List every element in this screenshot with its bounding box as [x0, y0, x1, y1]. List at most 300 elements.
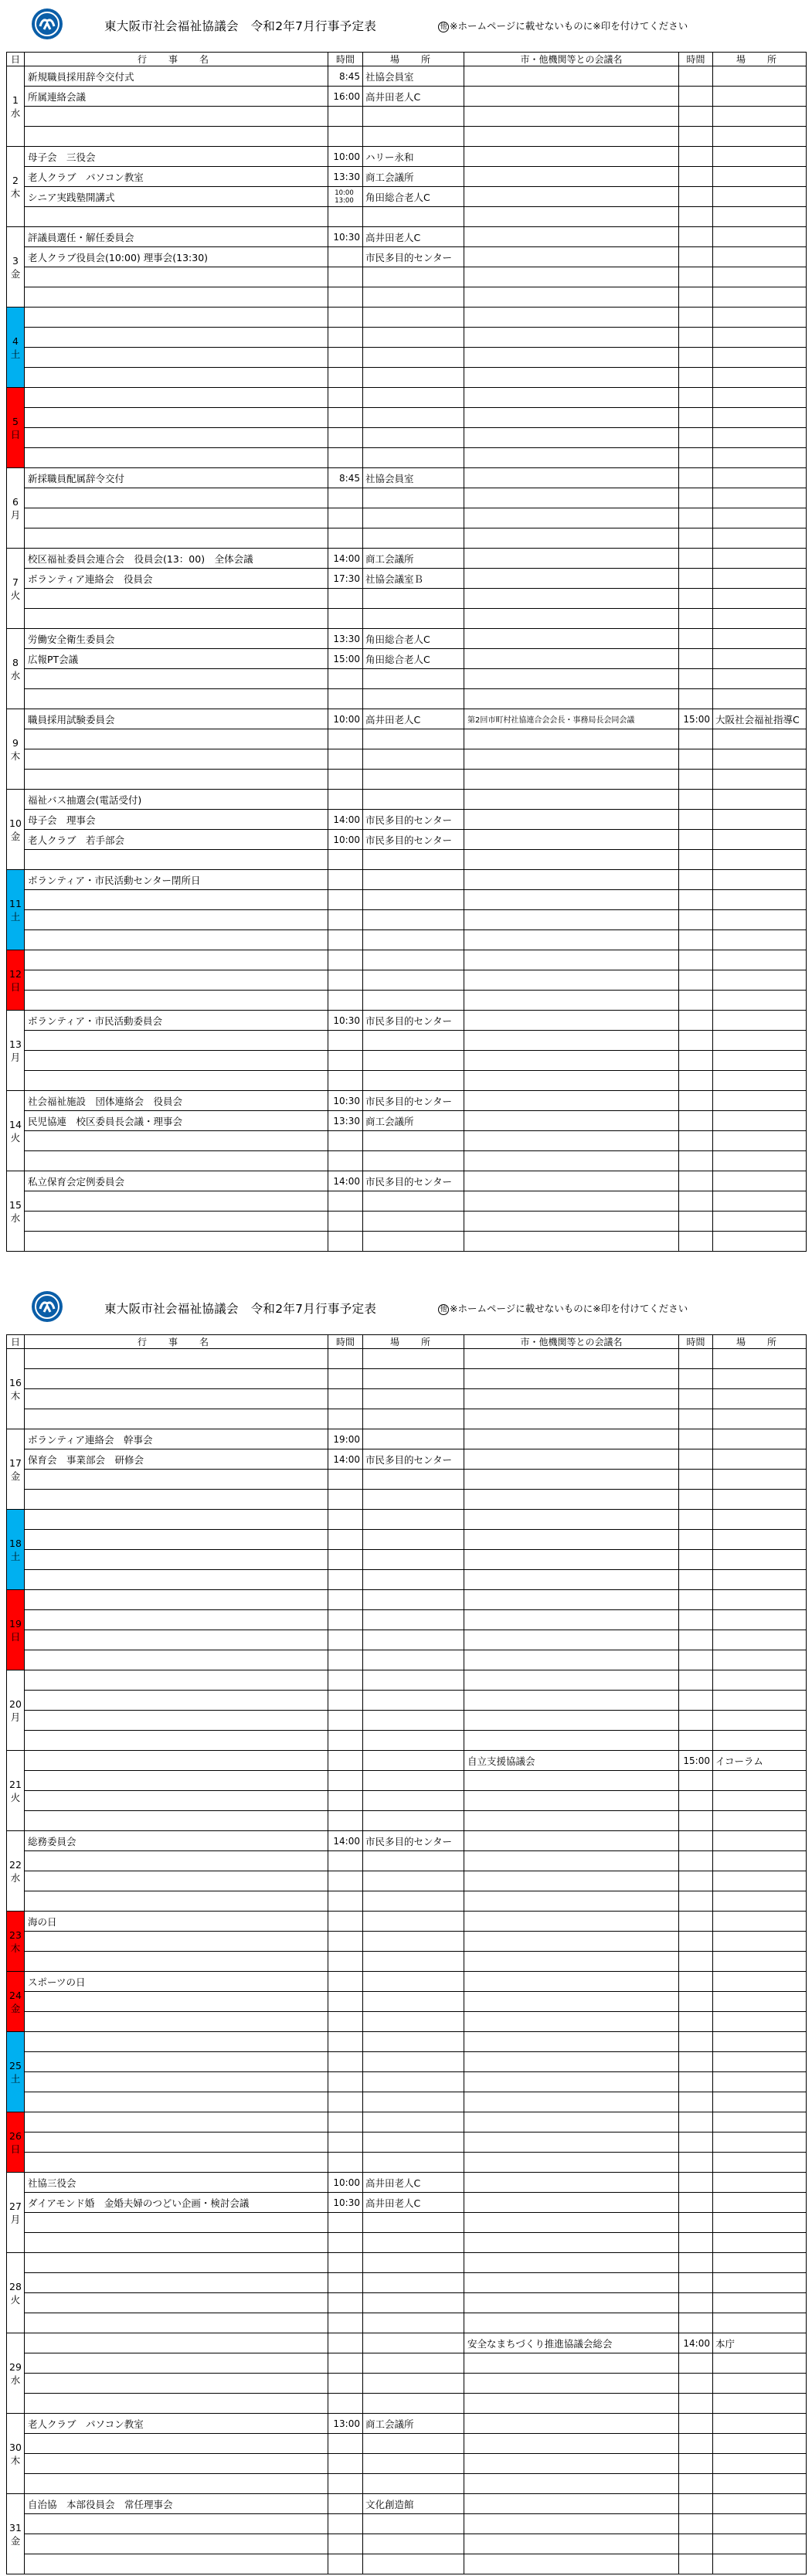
city-event-place [713, 991, 807, 1011]
city-event-name [464, 1851, 679, 1871]
day-weekday: 月 [10, 508, 21, 521]
event-time [328, 1650, 363, 1670]
event-name: 民児協連 校区委員長会議・理事会 [25, 1111, 328, 1131]
city-event-name [464, 1670, 679, 1691]
city-event-name [464, 1731, 679, 1751]
event-name [25, 2273, 328, 2293]
day-weekday: 月 [10, 2213, 21, 2225]
event-place: 商工会議所 [363, 549, 464, 569]
city-event-time [679, 689, 713, 709]
city-event-time [679, 368, 713, 388]
event-name: 私立保育会定例委員会 [25, 1171, 328, 1191]
event-name: 新採職員配属辞令交付 [25, 468, 328, 488]
city-event-name [464, 1811, 679, 1831]
event-place: 高井田老人C [363, 2193, 464, 2213]
city-event-time [679, 2293, 713, 2313]
event-place [363, 368, 464, 388]
event-place: 角田総合老人C [363, 629, 464, 649]
event-name: ボランティア連絡会 幹事会 [25, 1429, 328, 1449]
city-event-name [464, 1071, 679, 1091]
event-time [328, 127, 363, 147]
day-weekday: 日 [10, 428, 21, 440]
day-cell [7, 2253, 25, 2333]
event-place [363, 1711, 464, 1731]
city-event-time [679, 1891, 713, 1912]
city-event-place [713, 2092, 807, 2112]
city-event-place [713, 408, 807, 428]
event-time: 15:00 [328, 649, 363, 669]
day-weekday: 木 [10, 187, 21, 199]
schedule-row [7, 1691, 807, 1711]
event-name [25, 1670, 328, 1691]
event-name [25, 388, 328, 408]
event-name [25, 107, 328, 127]
event-place [363, 2374, 464, 2394]
city-event-time: 15:00 [679, 709, 713, 729]
schedule-row [7, 2153, 807, 2173]
schedule-row [7, 287, 807, 308]
city-event-place [713, 1031, 807, 1051]
city-event-place [713, 308, 807, 328]
city-event-place [713, 1429, 807, 1449]
event-time [328, 287, 363, 308]
event-name: 保育会 事業部会 研修会 [25, 1449, 328, 1470]
event-name [25, 1871, 328, 1891]
city-event-name [464, 2253, 679, 2273]
day-weekday: 月 [10, 1711, 21, 1723]
event-name [25, 1490, 328, 1510]
schedule-row [7, 2494, 807, 2514]
city-event-place [713, 1131, 807, 1151]
city-event-time [679, 830, 713, 850]
day-number: 30 [9, 2441, 22, 2453]
city-event-time [679, 1470, 713, 1490]
city-event-time [679, 227, 713, 247]
city-event-time [679, 187, 713, 207]
city-event-time [679, 2494, 713, 2514]
city-event-name [464, 1630, 679, 1650]
schedule-row [7, 87, 807, 107]
event-place [363, 1409, 464, 1429]
schedule-row [7, 448, 807, 468]
event-place [363, 1031, 464, 1051]
city-event-time [679, 589, 713, 609]
city-event-place [713, 850, 807, 870]
city-event-time [679, 1369, 713, 1389]
schedule-row [7, 830, 807, 850]
schedule-row [7, 1670, 807, 1691]
day-weekday: 火 [10, 2293, 21, 2306]
event-time [328, 408, 363, 428]
city-event-time [679, 508, 713, 528]
day-weekday: 日 [10, 980, 21, 993]
day-cell [7, 2032, 25, 2112]
event-time [328, 890, 363, 910]
city-event-name [464, 1369, 679, 1389]
city-event-time [679, 167, 713, 187]
city-event-name [464, 328, 679, 348]
event-place [363, 2353, 464, 2374]
city-event-name [464, 629, 679, 649]
day-cell [7, 2414, 25, 2494]
city-event-place [713, 287, 807, 308]
event-time [328, 2112, 363, 2133]
schedule-row [7, 2253, 807, 2273]
event-name [25, 669, 328, 689]
city-event-name [464, 167, 679, 187]
event-time [328, 448, 363, 468]
event-name [25, 729, 328, 749]
event-place [363, 850, 464, 870]
city-event-name [464, 1932, 679, 1952]
city-event-time [679, 2554, 713, 2574]
city-event-place [713, 2032, 807, 2052]
city-event-time [679, 2112, 713, 2133]
city-event-name [464, 2353, 679, 2374]
city-event-name [464, 2414, 679, 2434]
city-event-time: 14:00 [679, 2333, 713, 2353]
event-name [25, 2554, 328, 2574]
event-place: 社協会員室 [363, 468, 464, 488]
schedule-row [7, 187, 807, 207]
event-name: 自治協 本部役員会 常任理事会 [25, 2494, 328, 2514]
city-event-place [713, 528, 807, 549]
city-event-place [713, 2554, 807, 2574]
event-name: 老人クラブ役員会(10:00) 理事会(13:30) [25, 247, 328, 267]
event-place [363, 1151, 464, 1171]
day-number: 23 [9, 1929, 22, 1941]
event-place [363, 749, 464, 770]
city-event-time [679, 408, 713, 428]
city-event-time [679, 790, 713, 810]
city-event-name: 第2回市町村社協連合会会長・事務局長会同会議 [464, 709, 679, 729]
event-place [363, 2333, 464, 2353]
event-name [25, 1691, 328, 1711]
schedule-table [6, 52, 807, 1252]
city-event-place [713, 1111, 807, 1131]
city-event-place [713, 1811, 807, 1831]
city-event-place [713, 1992, 807, 2012]
city-event-place [713, 970, 807, 991]
city-event-time: 15:00 [679, 1751, 713, 1771]
event-time [328, 1570, 363, 1590]
event-place [363, 2032, 464, 2052]
city-event-time [679, 1011, 713, 1031]
city-event-time [679, 729, 713, 749]
city-event-place [713, 2112, 807, 2133]
city-event-name [464, 1530, 679, 1550]
event-name [25, 267, 328, 287]
event-place [363, 488, 464, 508]
event-time [328, 308, 363, 328]
event-place [363, 1071, 464, 1091]
city-event-name [464, 1091, 679, 1111]
city-event-time [679, 2273, 713, 2293]
city-event-place [713, 2514, 807, 2534]
schedule-row [7, 1811, 807, 1831]
event-time [328, 1952, 363, 1972]
schedule-row [7, 1449, 807, 1470]
schedule-row [7, 2193, 807, 2213]
event-time: 10:00 [328, 830, 363, 850]
city-event-name [464, 508, 679, 528]
event-name [25, 2072, 328, 2092]
event-name: ボランティア連絡会 役員会 [25, 569, 328, 589]
event-name [25, 2474, 328, 2494]
day-number: 10 [9, 817, 22, 829]
schedule-row [7, 2273, 807, 2293]
event-name [25, 287, 328, 308]
event-name [25, 2434, 328, 2454]
city-event-place [713, 1369, 807, 1389]
city-event-place [713, 488, 807, 508]
schedule-row [7, 348, 807, 368]
day-number: 7 [12, 576, 19, 588]
schedule-row [7, 368, 807, 388]
city-event-time [679, 770, 713, 790]
city-event-time [679, 2213, 713, 2233]
event-time [328, 2133, 363, 2153]
event-place [363, 930, 464, 950]
city-event-place [713, 2313, 807, 2333]
city-event-time [679, 247, 713, 267]
city-event-name [464, 1031, 679, 1051]
event-place [363, 2052, 464, 2072]
event-time [328, 2474, 363, 2494]
event-time [328, 669, 363, 689]
schedule-row [7, 1470, 807, 1490]
schedule-row [7, 147, 807, 167]
schedule-row [7, 2133, 807, 2153]
event-place [363, 1650, 464, 1670]
event-place [363, 970, 464, 991]
day-number: 15 [9, 1198, 22, 1211]
event-place [363, 950, 464, 970]
schedule-row [7, 328, 807, 348]
city-event-place [713, 569, 807, 589]
note-text: ホームページに載せないものに※印を付けてください [457, 1303, 688, 1314]
city-event-name [464, 227, 679, 247]
city-event-place [713, 1191, 807, 1212]
schedule-row [7, 1490, 807, 1510]
event-place [363, 729, 464, 749]
city-event-place [713, 1389, 807, 1409]
event-name [25, 1051, 328, 1071]
col-day: 日 [7, 1335, 25, 1349]
city-event-place [713, 1630, 807, 1650]
city-event-time [679, 1932, 713, 1952]
city-event-place [713, 2474, 807, 2494]
day-number: 24 [9, 1989, 22, 2001]
event-name [25, 2133, 328, 2153]
schedule-row [7, 167, 807, 187]
schedule-row [7, 2012, 807, 2032]
schedule-row [7, 1952, 807, 1972]
city-event-name [464, 1449, 679, 1470]
city-event-place [713, 1510, 807, 1530]
schedule-row [7, 66, 807, 87]
city-event-place [713, 930, 807, 950]
event-place: 市民多目的センター [363, 1171, 464, 1191]
col-city-place: 場 所 [713, 53, 807, 66]
event-name [25, 1191, 328, 1212]
event-name [25, 1791, 328, 1811]
city-event-time [679, 569, 713, 589]
city-event-place [713, 810, 807, 830]
event-time: 13:30 [328, 1111, 363, 1131]
event-time [328, 991, 363, 1011]
schedule-row [7, 2173, 807, 2193]
day-weekday: 金 [10, 2534, 21, 2547]
schedule-row [7, 1212, 807, 1232]
city-event-place [713, 1171, 807, 1191]
city-event-time [679, 1530, 713, 1550]
schedule-row [7, 649, 807, 669]
city-event-name [464, 810, 679, 830]
city-event-time [679, 1831, 713, 1851]
city-event-name [464, 2474, 679, 2494]
event-time [328, 428, 363, 448]
event-time-start: 10:00 [335, 189, 354, 197]
col-city-event: 市・他機関等との会議名 [464, 53, 679, 66]
city-event-place [713, 107, 807, 127]
event-name [25, 749, 328, 770]
event-place: 商工会議所 [363, 167, 464, 187]
event-time: 13:00 [328, 2414, 363, 2434]
event-name [25, 910, 328, 930]
city-event-name [464, 2454, 679, 2474]
event-time [328, 2052, 363, 2072]
event-name [25, 1151, 328, 1171]
city-event-name [464, 749, 679, 770]
city-event-time [679, 348, 713, 368]
schedule-row [7, 709, 807, 729]
city-event-place [713, 2072, 807, 2092]
event-time [328, 1131, 363, 1151]
schedule-row [7, 1650, 807, 1670]
col-city-time: 時間 [679, 1335, 713, 1349]
day-weekday: 水 [10, 1212, 21, 1224]
city-event-time [679, 1510, 713, 1530]
note-text: ホームページに載せないものに※印を付けてください [457, 20, 688, 32]
event-name [25, 1131, 328, 1151]
event-time [328, 2434, 363, 2454]
event-place: 商工会議所 [363, 1111, 464, 1131]
event-time [328, 107, 363, 127]
city-event-place [713, 428, 807, 448]
event-time [328, 388, 363, 408]
event-time [328, 1992, 363, 2012]
event-place: 市民多目的センター [363, 810, 464, 830]
day-cell [7, 1510, 25, 1590]
event-time: 10:00 [328, 2173, 363, 2193]
shakyo-logo-icon [31, 1290, 63, 1323]
day-number: 4 [12, 335, 19, 347]
city-event-time [679, 1449, 713, 1470]
event-time [328, 2273, 363, 2293]
city-event-name [464, 930, 679, 950]
city-event-name [464, 1349, 679, 1369]
day-cell [7, 147, 25, 227]
event-place [363, 1630, 464, 1650]
day-cell [7, 2112, 25, 2173]
schedule-row [7, 1932, 807, 1952]
event-time [328, 2313, 363, 2333]
event-place: 高井田老人C [363, 87, 464, 107]
event-name: 老人クラブ パソコン教室 [25, 167, 328, 187]
event-time: 17:30 [328, 569, 363, 589]
col-time: 時間 [328, 1335, 363, 1349]
city-event-name [464, 2494, 679, 2514]
city-event-name [464, 408, 679, 428]
city-event-time [679, 1952, 713, 1972]
city-event-name [464, 1610, 679, 1630]
event-time [328, 1590, 363, 1610]
city-event-name [464, 66, 679, 87]
city-event-name [464, 2012, 679, 2032]
event-name [25, 408, 328, 428]
event-name [25, 2374, 328, 2394]
city-event-place [713, 1011, 807, 1031]
event-name: 総務委員会 [25, 1831, 328, 1851]
city-event-name [464, 1871, 679, 1891]
city-event-place [713, 1550, 807, 1570]
event-name [25, 1570, 328, 1590]
city-event-name [464, 488, 679, 508]
city-event-name [464, 2374, 679, 2394]
event-place [363, 2313, 464, 2333]
city-event-name [464, 1151, 679, 1171]
city-event-name [464, 1711, 679, 1731]
city-event-place [713, 1212, 807, 1232]
event-name [25, 1530, 328, 1550]
event-name [25, 2213, 328, 2233]
event-name [25, 1550, 328, 1570]
city-event-place [713, 2052, 807, 2072]
event-time [328, 770, 363, 790]
city-event-place [713, 830, 807, 850]
city-event-time [679, 629, 713, 649]
city-event-place [713, 890, 807, 910]
event-place [363, 2233, 464, 2253]
event-time [328, 267, 363, 287]
event-time: 10:30 [328, 2193, 363, 2213]
event-place [363, 2153, 464, 2173]
city-event-time [679, 1490, 713, 1510]
day-number: 22 [9, 1858, 22, 1871]
city-event-time [679, 1912, 713, 1932]
city-event-name [464, 2233, 679, 2253]
city-event-time [679, 1791, 713, 1811]
schedule-row [7, 308, 807, 328]
event-name: ボランティア・市民活動センター閉所日 [25, 870, 328, 890]
page-title: 東大阪市社会福祉協議会 令和2年7月行事予定表 [104, 19, 377, 33]
event-place [363, 127, 464, 147]
event-name: 広報PT会議 [25, 649, 328, 669]
city-event-name [464, 1051, 679, 1071]
city-event-place [713, 1952, 807, 1972]
schedule-row [7, 1171, 807, 1191]
event-place: 高井田老人C [363, 2173, 464, 2193]
city-event-name [464, 348, 679, 368]
day-weekday: 金 [10, 2002, 21, 2014]
event-name: 校区福祉委員会連合会 役員会(13：00) 全体会議 [25, 549, 328, 569]
schedule-row [7, 609, 807, 629]
city-event-name [464, 1470, 679, 1490]
city-event-place [713, 2273, 807, 2293]
city-event-time [679, 66, 713, 87]
day-weekday: 土 [10, 2072, 21, 2085]
